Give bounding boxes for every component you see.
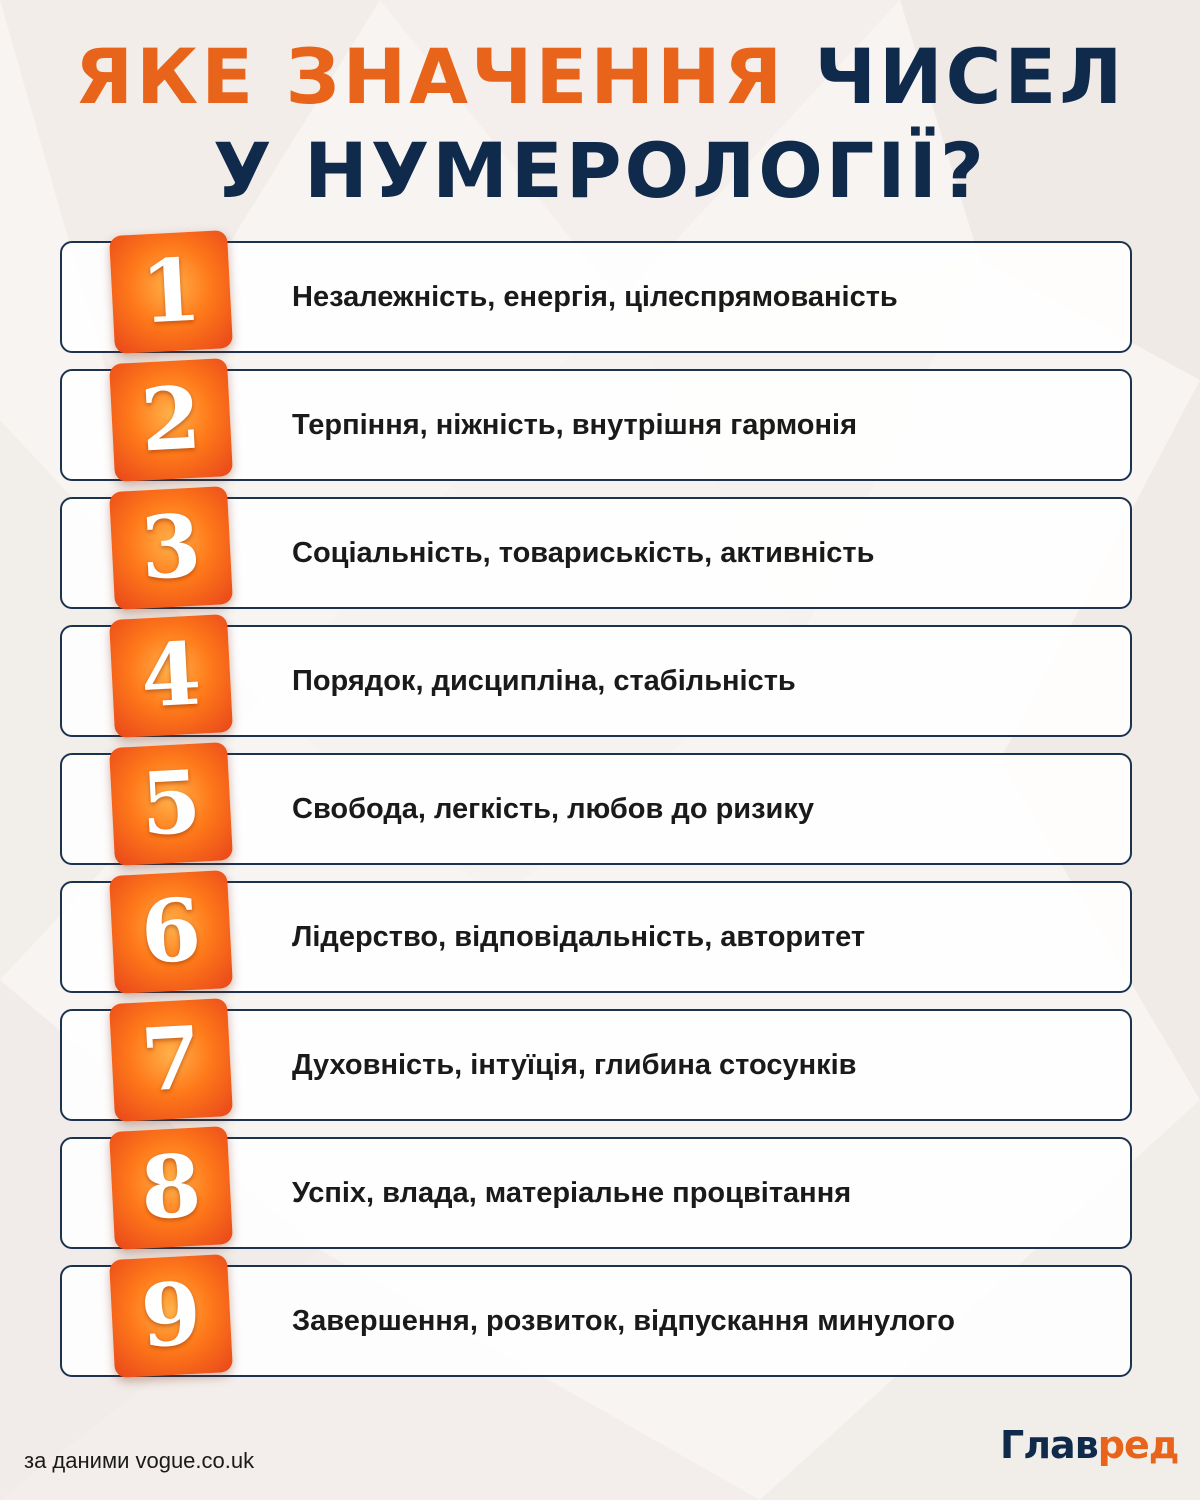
badge-number: 3 — [138, 495, 204, 600]
list-item — [60, 753, 1132, 865]
item-meaning: Духовність, інтуїція, глибина стосунків — [292, 1049, 857, 1081]
badge-number: 1 — [138, 239, 204, 344]
number-badge — [109, 614, 233, 738]
number-badge — [109, 1254, 233, 1378]
list-item — [60, 881, 1132, 993]
number-badge — [109, 742, 233, 866]
badge-number: 2 — [138, 367, 204, 472]
number-badge — [109, 998, 233, 1122]
source-caption: за даними vogue.co.uk — [24, 1448, 255, 1473]
number-badge — [109, 1126, 233, 1250]
list-item — [60, 497, 1132, 609]
list-item — [60, 1137, 1132, 1249]
number-badge — [109, 230, 233, 354]
list-item — [60, 369, 1132, 481]
logo-part-orange: ред — [1097, 1423, 1179, 1467]
item-meaning: Порядок, дисципліна, стабільність — [292, 665, 796, 697]
item-meaning: Лідерство, відповідальність, авторитет — [292, 921, 866, 953]
item-meaning: Успіх, влада, матеріальне процвітання — [292, 1177, 852, 1209]
number-badge — [109, 486, 233, 610]
list-item — [60, 625, 1132, 737]
glavred-logo — [1000, 1420, 1179, 1470]
badge-number: 7 — [138, 1007, 204, 1112]
list-item — [60, 1009, 1132, 1121]
item-meaning: Соціальність, товариськість, активність — [292, 537, 875, 569]
list-item — [60, 1265, 1132, 1377]
badge-number: 4 — [138, 623, 204, 728]
badge-number: 5 — [138, 751, 204, 856]
number-badge — [109, 870, 233, 994]
title-navy-part: ЧИСЕЛ — [814, 32, 1126, 121]
badge-number: 9 — [138, 1263, 204, 1368]
badge-number: 8 — [138, 1135, 204, 1240]
badge-number: 6 — [138, 879, 204, 984]
item-meaning: Свобода, легкість, любов до ризику — [292, 793, 815, 825]
list-item — [60, 241, 1132, 353]
item-meaning: Незалежність, енергія, цілеспрямованість — [292, 281, 898, 313]
number-badge — [109, 358, 233, 482]
title-orange-part: ЯКЕ ЗНАЧЕННЯ — [74, 32, 786, 121]
item-meaning: Терпіння, ніжність, внутрішня гармонія — [292, 409, 858, 441]
item-meaning: Завершення, розвиток, відпускання минулого — [292, 1305, 955, 1337]
logo-part-navy: Глав — [1000, 1423, 1098, 1467]
page-title-line-2: У НУМЕРОЛОГІЇ? — [213, 126, 987, 215]
